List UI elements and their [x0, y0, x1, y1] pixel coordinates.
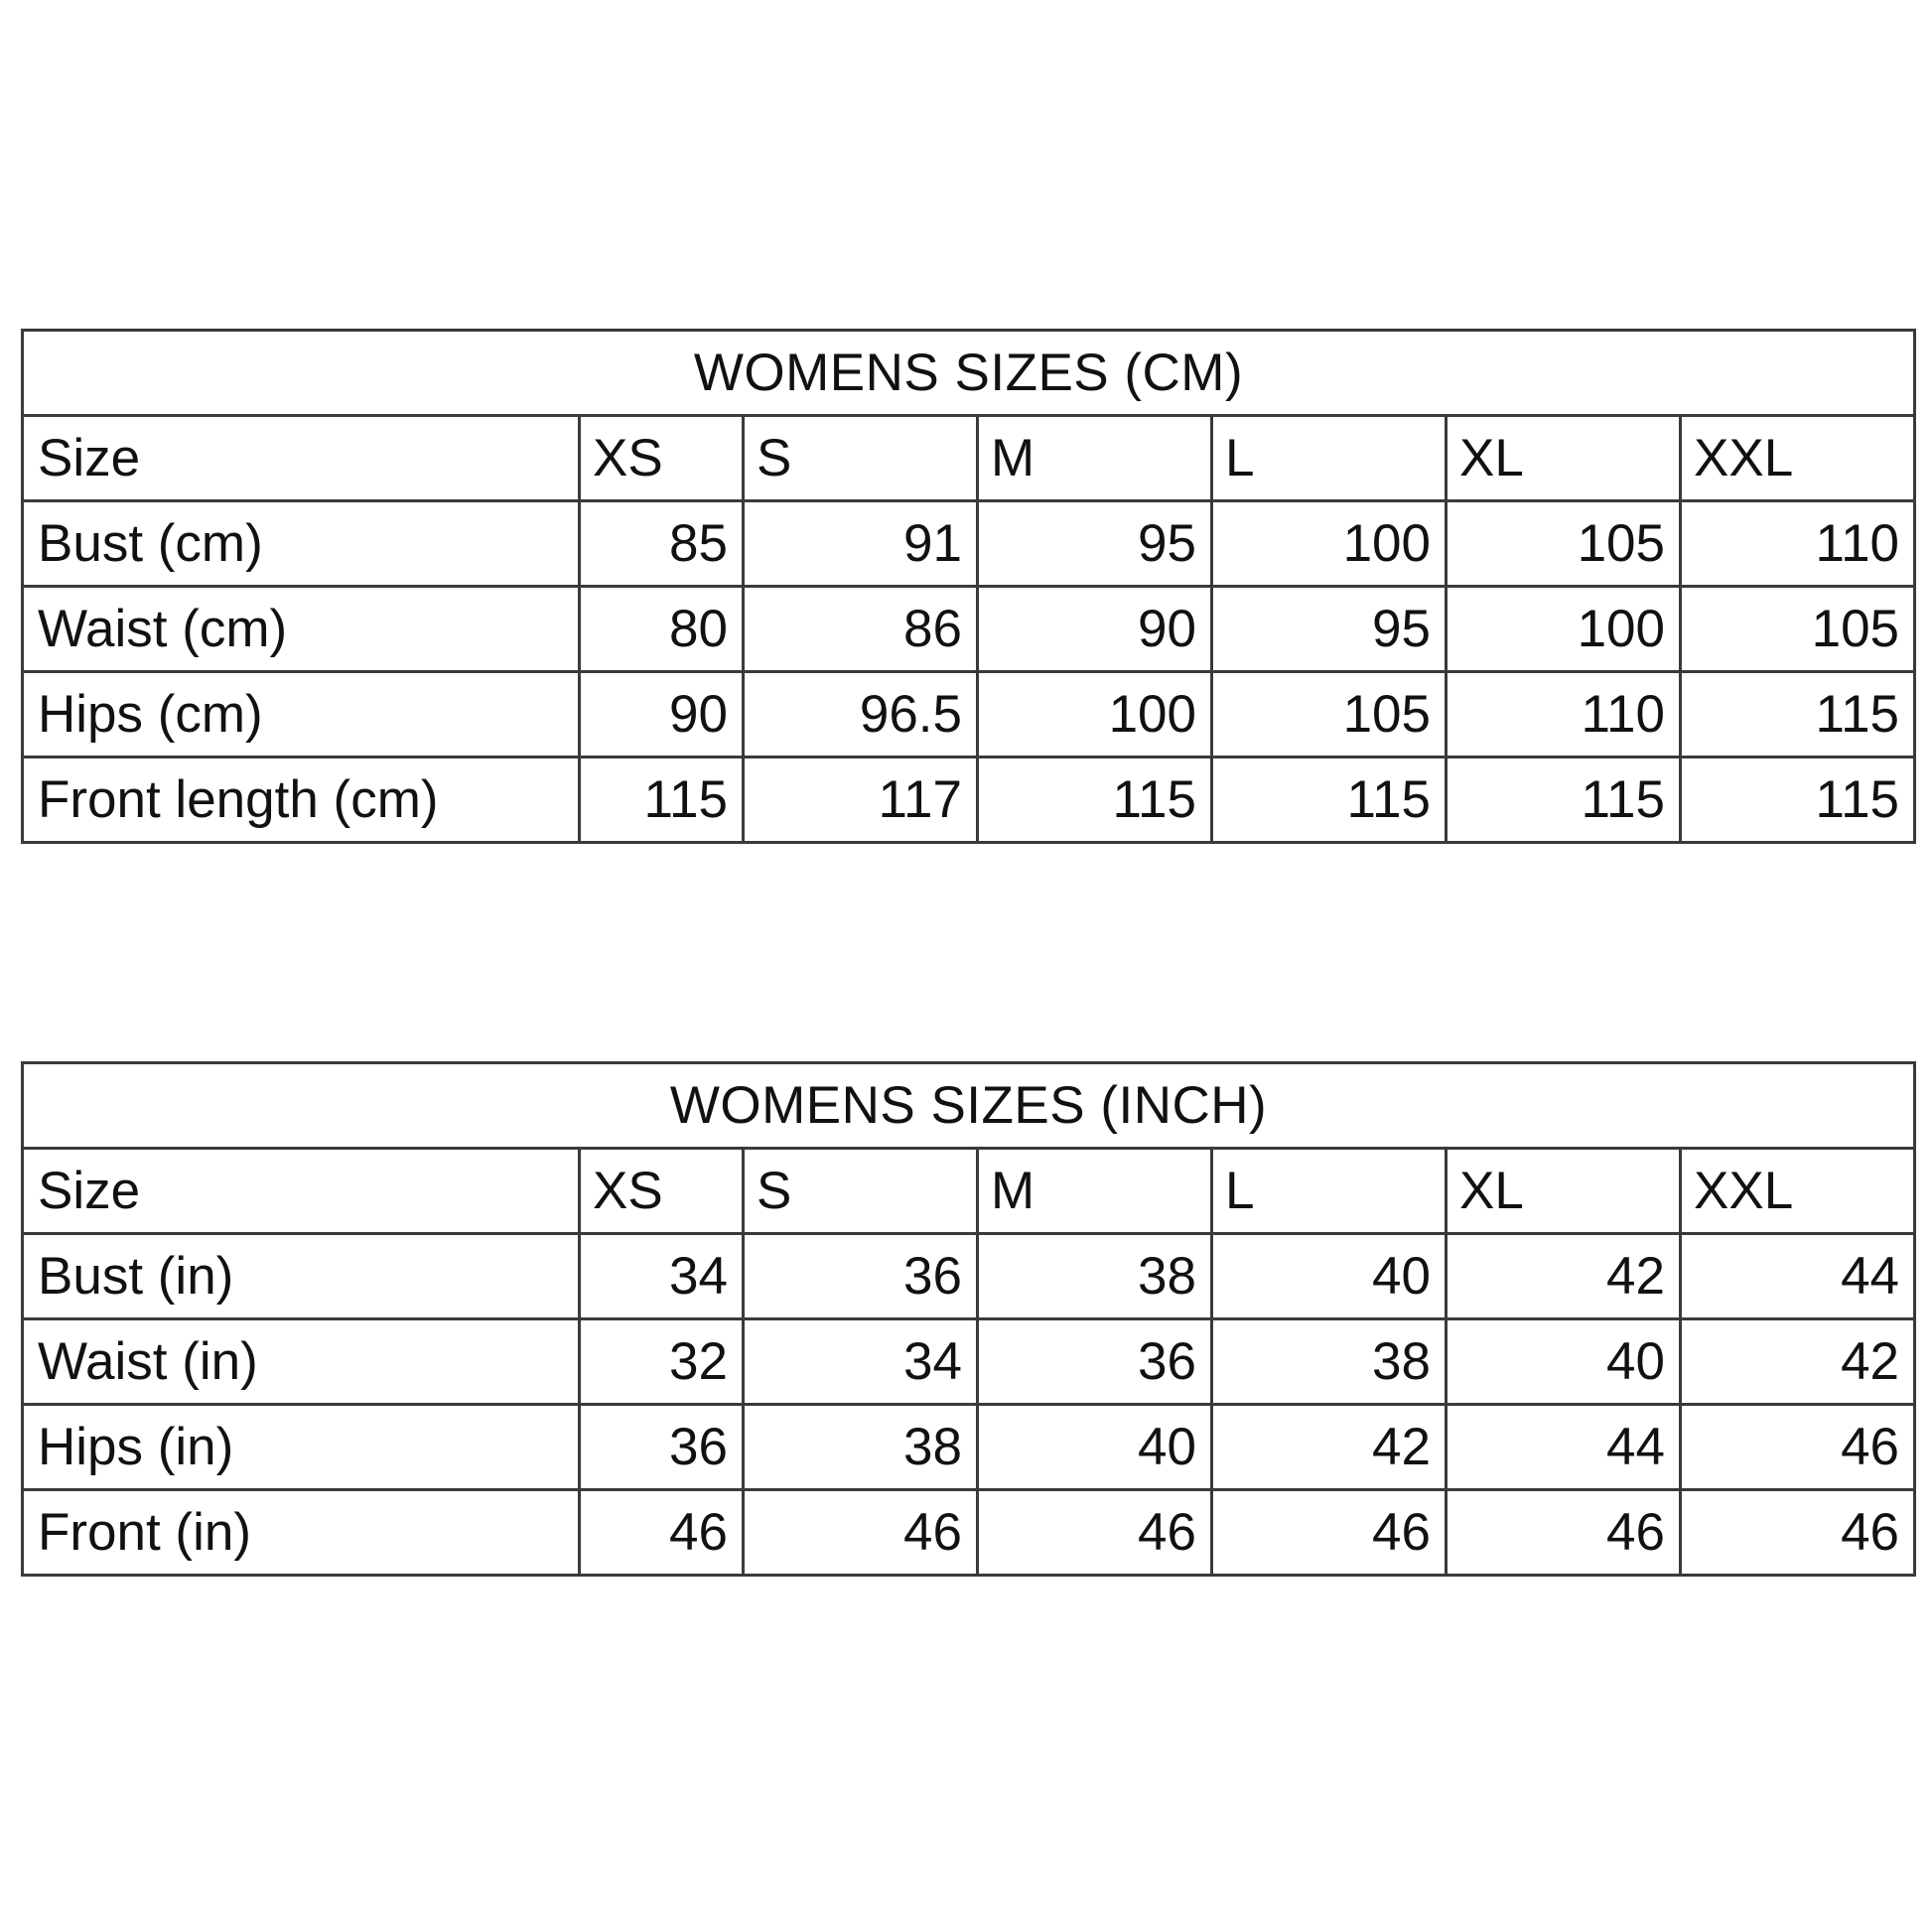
table-cell: 91: [744, 501, 978, 587]
table-cell: 110: [1681, 501, 1915, 587]
row-label: Front length (cm): [23, 758, 580, 843]
table-cell: 46: [1212, 1490, 1447, 1576]
table-cell: 36: [580, 1405, 744, 1490]
size-header-xs: XS: [580, 1149, 744, 1234]
table-cell: 38: [744, 1405, 978, 1490]
table-cell: 80: [580, 587, 744, 672]
size-header-xxl: XXL: [1681, 1149, 1915, 1234]
table-cell: 44: [1447, 1405, 1681, 1490]
size-header-m: M: [978, 416, 1212, 501]
size-table-inch: [21, 1061, 1916, 1577]
table-row: [23, 1234, 1915, 1319]
row-label: Waist (in): [23, 1319, 580, 1405]
table-cell: 42: [1212, 1405, 1447, 1490]
table-cell: 38: [978, 1234, 1212, 1319]
row-label: Bust (cm): [23, 501, 580, 587]
row-label: Bust (in): [23, 1234, 580, 1319]
table-title: WOMENS SIZES (CM): [23, 331, 1915, 416]
table-cell: 86: [744, 587, 978, 672]
table-cell: 46: [1681, 1490, 1915, 1576]
table-cell: 40: [978, 1405, 1212, 1490]
table-cell: 46: [1447, 1490, 1681, 1576]
size-header-l: L: [1212, 1149, 1447, 1234]
size-header-xl: XL: [1447, 416, 1681, 501]
size-header-label: Size: [23, 1149, 580, 1234]
table-cell: 117: [744, 758, 978, 843]
table-cell: 46: [1681, 1405, 1915, 1490]
table-cell: 90: [580, 672, 744, 758]
size-table-cm: [21, 329, 1916, 844]
table-row: [23, 1405, 1915, 1490]
table-cell: 96.5: [744, 672, 978, 758]
table-cell: 42: [1681, 1319, 1915, 1405]
table-title: WOMENS SIZES (INCH): [23, 1063, 1915, 1149]
table-cell: 38: [1212, 1319, 1447, 1405]
table-cell: 100: [1447, 587, 1681, 672]
size-header-row: [23, 416, 1915, 501]
size-header-xxl: XXL: [1681, 416, 1915, 501]
size-header-s: S: [744, 416, 978, 501]
table-cell: 115: [1681, 758, 1915, 843]
size-header-m: M: [978, 1149, 1212, 1234]
size-header-xl: XL: [1447, 1149, 1681, 1234]
table-cell: 46: [978, 1490, 1212, 1576]
table-row: [23, 758, 1915, 843]
table-cell: 46: [744, 1490, 978, 1576]
row-label: Waist (cm): [23, 587, 580, 672]
table-cell: 34: [744, 1319, 978, 1405]
table-cell: 110: [1447, 672, 1681, 758]
table-cell: 46: [580, 1490, 744, 1576]
table-cell: 115: [1447, 758, 1681, 843]
row-label: Hips (in): [23, 1405, 580, 1490]
table-cell: 100: [978, 672, 1212, 758]
table-cell: 90: [978, 587, 1212, 672]
table-cell: 32: [580, 1319, 744, 1405]
table-cell: 40: [1212, 1234, 1447, 1319]
table-row: [23, 501, 1915, 587]
size-header-xs: XS: [580, 416, 744, 501]
table-cell: 105: [1447, 501, 1681, 587]
table-row: [23, 587, 1915, 672]
table-row: [23, 1490, 1915, 1576]
table-cell: 85: [580, 501, 744, 587]
size-header-row: [23, 1149, 1915, 1234]
table-cell: 42: [1447, 1234, 1681, 1319]
table-cell: 36: [978, 1319, 1212, 1405]
table-cell: 40: [1447, 1319, 1681, 1405]
table-cell: 95: [1212, 587, 1447, 672]
table-row: [23, 672, 1915, 758]
table-row: [23, 1319, 1915, 1405]
table-cell: 115: [1681, 672, 1915, 758]
table-cell: 115: [1212, 758, 1447, 843]
table-cell: 95: [978, 501, 1212, 587]
size-header-label: Size: [23, 416, 580, 501]
table-title-row: [23, 331, 1915, 416]
table-cell: 36: [744, 1234, 978, 1319]
table-cell: 115: [580, 758, 744, 843]
table-title-row: [23, 1063, 1915, 1149]
table-cell: 105: [1212, 672, 1447, 758]
table-cell: 44: [1681, 1234, 1915, 1319]
size-header-s: S: [744, 1149, 978, 1234]
table-cell: 100: [1212, 501, 1447, 587]
table-cell: 34: [580, 1234, 744, 1319]
size-header-l: L: [1212, 416, 1447, 501]
row-label: Hips (cm): [23, 672, 580, 758]
table-cell: 115: [978, 758, 1212, 843]
row-label: Front (in): [23, 1490, 580, 1576]
table-cell: 105: [1681, 587, 1915, 672]
